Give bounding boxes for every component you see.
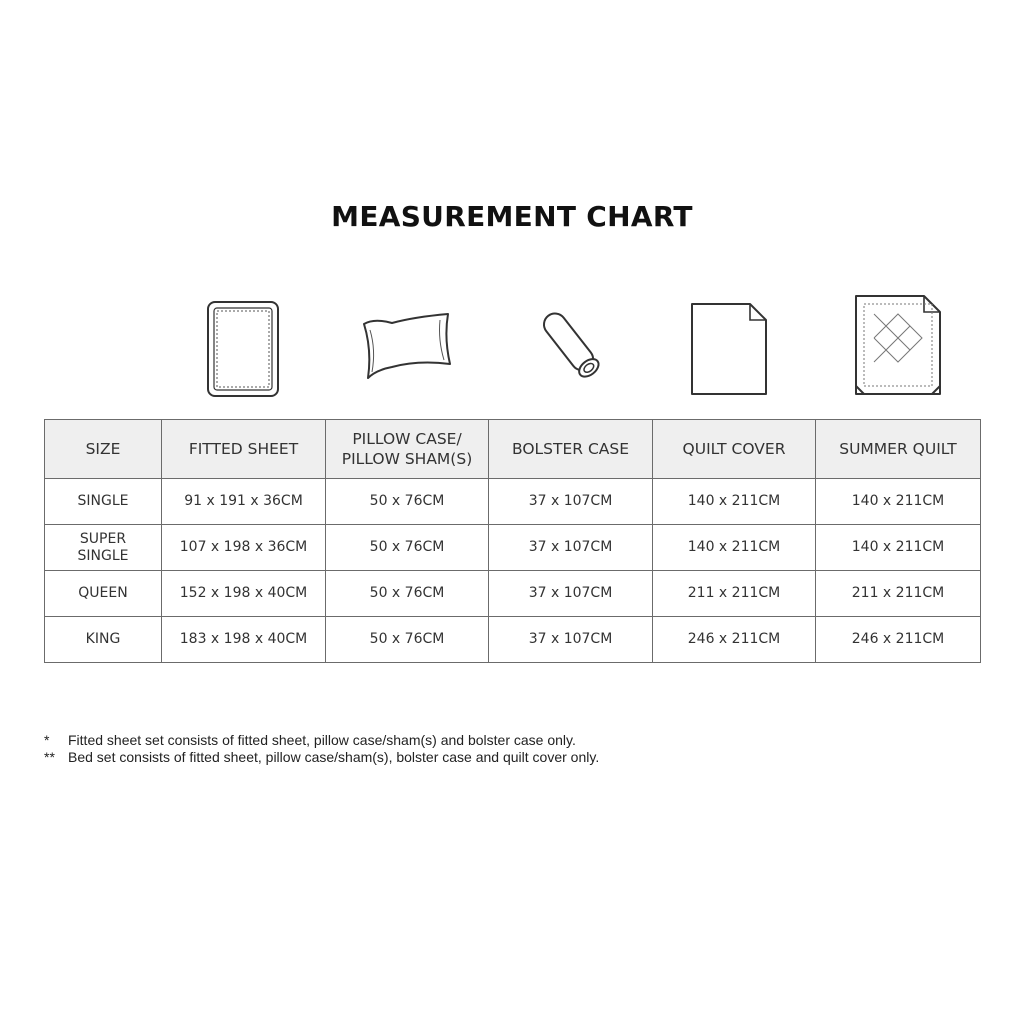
measurement-cell: 211 x 211CM (816, 571, 981, 617)
table-body (45, 479, 981, 663)
pillow-icon (352, 290, 462, 400)
measurement-cell: 140 x 211CM (816, 525, 981, 571)
measurement-table (44, 419, 981, 663)
quilt-cover-icon (680, 290, 790, 400)
measurement-cell: 91 x 191 x 36CM (162, 479, 326, 525)
measurement-cell: 50 x 76CM (326, 617, 489, 663)
footnote (44, 749, 944, 766)
measurement-cell: 211 x 211CM (653, 571, 816, 617)
measurement-cell: 37 x 107CM (489, 525, 653, 571)
measurement-cell: 183 x 198 x 40CM (162, 617, 326, 663)
measurement-cell: 246 x 211CM (816, 617, 981, 663)
footnote-text: Bed set consists of fitted sheet, pillow case/sham(s), bolster case and quilt cover only. (68, 749, 600, 765)
column-header: SUMMER QUILT (816, 420, 981, 479)
column-header: FITTED SHEET (162, 420, 326, 479)
footnote (44, 732, 944, 749)
table-row (45, 617, 981, 663)
measurement-cell: 140 x 211CM (653, 525, 816, 571)
measurement-cell: 50 x 76CM (326, 479, 489, 525)
measurement-cell: 140 x 211CM (816, 479, 981, 525)
footnote-mark: ** (44, 749, 55, 765)
product-icons (0, 290, 1024, 400)
measurement-cell: 140 x 211CM (653, 479, 816, 525)
footnote-mark: * (44, 732, 50, 748)
table-header-row (45, 420, 981, 479)
size-cell: SUPER SINGLE (45, 525, 162, 571)
column-header: SIZE (45, 420, 162, 479)
table-row (45, 479, 981, 525)
page-title: MEASUREMENT CHART (331, 200, 693, 233)
footnotes (44, 732, 944, 766)
measurement-cell: 50 x 76CM (326, 571, 489, 617)
fitted-sheet-icon (188, 290, 298, 400)
size-cell: QUEEN (45, 571, 162, 617)
table-row (45, 525, 981, 571)
measurement-cell: 37 x 107CM (489, 617, 653, 663)
measurement-cell: 37 x 107CM (489, 479, 653, 525)
table-row (45, 571, 981, 617)
summer-quilt-icon (844, 290, 954, 400)
size-cell: SINGLE (45, 479, 162, 525)
footnote-text: Fitted sheet set consists of fitted sheet, pillow case/sham(s) and bolster case only. (68, 732, 576, 748)
measurement-cell: 107 x 198 x 36CM (162, 525, 326, 571)
size-cell: KING (45, 617, 162, 663)
measurement-cell: 37 x 107CM (489, 571, 653, 617)
measurement-cell: 246 x 211CM (653, 617, 816, 663)
column-header: QUILT COVER (653, 420, 816, 479)
bolster-icon (516, 290, 626, 400)
column-header: PILLOW CASE/ PILLOW SHAM(S) (326, 420, 489, 479)
column-header: BOLSTER CASE (489, 420, 653, 479)
measurement-cell: 50 x 76CM (326, 525, 489, 571)
measurement-cell: 152 x 198 x 40CM (162, 571, 326, 617)
